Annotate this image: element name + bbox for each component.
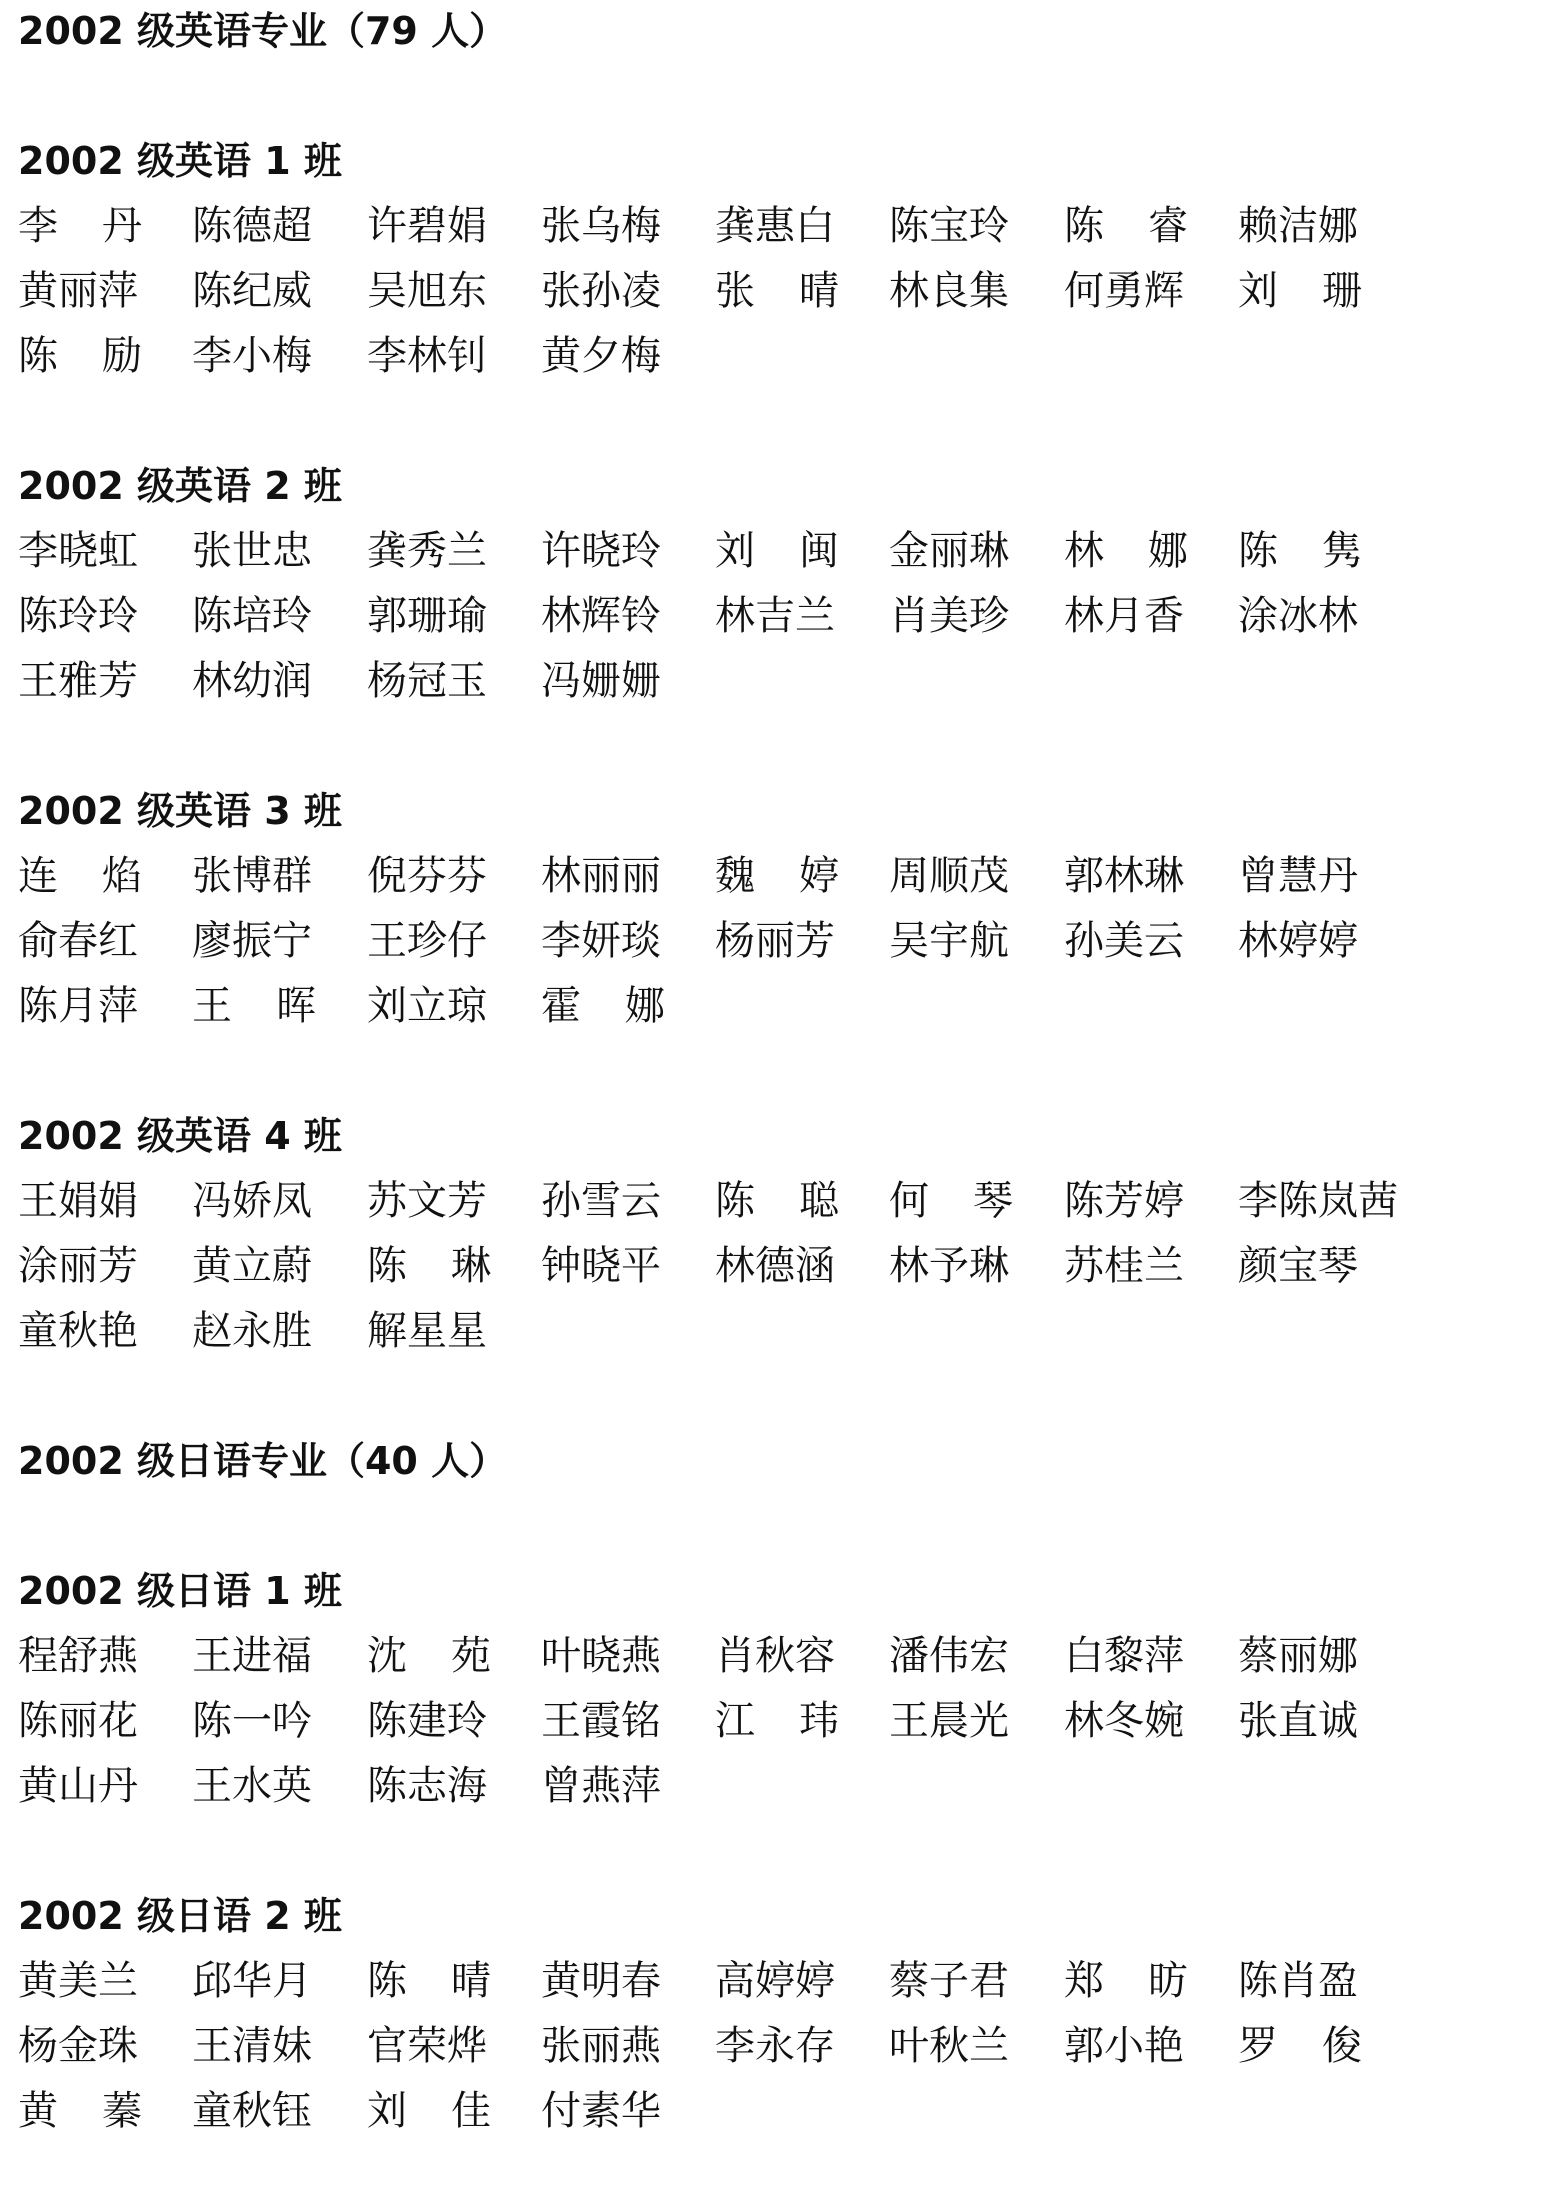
name-row (18, 1958, 1548, 2004)
name-row (18, 1178, 1548, 1224)
student-name: 陈志海 (367, 1763, 487, 1809)
student-name: 林辉铃 (541, 593, 661, 639)
student-name: 魏婷 (715, 853, 883, 899)
student-name: 潘伟宏 (889, 1633, 1009, 1679)
student-name: 李永存 (715, 2023, 835, 2069)
student-name: 黄蓁 (18, 2088, 186, 2134)
student-name: 连焰 (18, 853, 186, 899)
student-name: 邱华月 (192, 1958, 312, 2004)
student-name: 涂冰林 (1238, 593, 1358, 639)
name-row (18, 658, 1548, 704)
student-name: 王水英 (192, 1763, 312, 1809)
student-name: 杨丽芳 (715, 918, 835, 964)
student-name: 王清妹 (192, 2023, 312, 2069)
name-row (18, 2023, 1548, 2069)
student-name: 苏桂兰 (1064, 1243, 1184, 1289)
name-row (18, 918, 1548, 964)
name-row (18, 528, 1548, 574)
student-name: 李陈岚茜 (1238, 1178, 1398, 1224)
student-name: 陈德超 (192, 203, 312, 249)
student-name: 黄美兰 (18, 1958, 138, 2004)
student-name: 黄山丹 (18, 1763, 138, 1809)
student-name: 陈丽花 (18, 1698, 138, 1744)
student-name: 李丹 (18, 203, 186, 249)
name-row (18, 593, 1548, 639)
student-name: 林幼润 (192, 658, 312, 704)
student-name: 张晴 (715, 268, 883, 314)
student-name: 曾慧丹 (1238, 853, 1358, 899)
student-name: 陈励 (18, 333, 186, 379)
name-row (18, 333, 1548, 379)
student-name: 李妍琰 (541, 918, 661, 964)
student-name: 陈聪 (715, 1178, 883, 1224)
student-name: 刘佳 (367, 2088, 535, 2134)
student-name: 吴宇航 (889, 918, 1009, 964)
student-name: 陈月萍 (18, 983, 138, 1029)
student-name: 俞春红 (18, 918, 138, 964)
student-name: 王晨光 (889, 1698, 1009, 1744)
student-name: 苏文芳 (367, 1178, 487, 1224)
student-name: 涂丽芳 (18, 1243, 138, 1289)
student-name: 刘闽 (715, 528, 883, 574)
class-title: 2002 级日语 2 班 (18, 1894, 342, 1938)
student-name: 张孙凌 (541, 268, 661, 314)
student-name: 江玮 (715, 1698, 883, 1744)
major-heading: 2002 级日语专业（40 人） (18, 1439, 508, 1483)
student-name: 杨冠玉 (367, 658, 487, 704)
student-name: 许晓玲 (541, 528, 661, 574)
student-name: 陈睿 (1064, 203, 1232, 249)
student-name: 林良集 (889, 268, 1009, 314)
student-name: 陈培玲 (192, 593, 312, 639)
student-name: 冯娇凤 (192, 1178, 312, 1224)
student-name: 林吉兰 (715, 593, 835, 639)
student-name: 刘立琼 (367, 983, 487, 1029)
student-name: 王雅芳 (18, 658, 138, 704)
student-name: 陈肖盈 (1238, 1958, 1358, 2004)
student-name: 林月香 (1064, 593, 1184, 639)
name-row (18, 1763, 1548, 1809)
student-name: 周顺茂 (889, 853, 1009, 899)
student-name: 陈晴 (367, 1958, 535, 2004)
name-row (18, 983, 1548, 1029)
class-title: 2002 级英语 1 班 (18, 139, 342, 183)
student-name: 郑昉 (1064, 1958, 1232, 2004)
student-name: 白黎萍 (1064, 1633, 1184, 1679)
student-name: 李晓虹 (18, 528, 138, 574)
student-name: 陈琳 (367, 1243, 535, 1289)
student-name: 童秋钰 (192, 2088, 312, 2134)
student-name: 肖美珍 (889, 593, 1009, 639)
student-name: 叶晓燕 (541, 1633, 661, 1679)
student-name: 赖洁娜 (1238, 203, 1358, 249)
major-heading: 2002 级英语专业（79 人） (18, 9, 508, 53)
student-name: 王进福 (192, 1633, 312, 1679)
student-name: 张乌梅 (541, 203, 661, 249)
student-name: 王晖 (192, 983, 360, 1029)
name-row (18, 203, 1548, 249)
student-name: 陈芳婷 (1064, 1178, 1184, 1224)
student-name: 钟晓平 (541, 1243, 661, 1289)
student-name: 金丽琳 (889, 528, 1009, 574)
student-name: 陈宝玲 (889, 203, 1009, 249)
student-name: 冯姗姗 (541, 658, 661, 704)
student-name: 廖振宁 (192, 918, 312, 964)
student-name: 许碧娟 (367, 203, 487, 249)
student-name: 林冬婉 (1064, 1698, 1184, 1744)
student-name: 林娜 (1064, 528, 1232, 574)
student-name: 黄夕梅 (541, 333, 661, 379)
student-name: 解星星 (367, 1308, 487, 1354)
student-name: 林予琳 (889, 1243, 1009, 1289)
name-row (18, 1698, 1548, 1744)
student-name: 林婷婷 (1238, 918, 1358, 964)
student-name: 王珍仔 (367, 918, 487, 964)
student-name: 孙雪云 (541, 1178, 661, 1224)
student-name: 曾燕萍 (541, 1763, 661, 1809)
student-name: 罗俊 (1238, 2023, 1406, 2069)
student-name: 程舒燕 (18, 1633, 138, 1679)
student-name: 刘珊 (1238, 268, 1406, 314)
name-row (18, 1633, 1548, 1679)
student-name: 何琴 (889, 1178, 1057, 1224)
student-name: 张丽燕 (541, 2023, 661, 2069)
student-name: 高婷婷 (715, 1958, 835, 2004)
student-name: 蔡丽娜 (1238, 1633, 1358, 1679)
name-row (18, 853, 1548, 899)
name-row (18, 2088, 1548, 2134)
class-title: 2002 级英语 3 班 (18, 789, 342, 833)
student-name: 张博群 (192, 853, 312, 899)
student-name: 何勇辉 (1064, 268, 1184, 314)
student-name: 陈玲玲 (18, 593, 138, 639)
student-name: 张世忠 (192, 528, 312, 574)
student-name: 肖秋容 (715, 1633, 835, 1679)
student-name: 龚秀兰 (367, 528, 487, 574)
student-name: 陈建玲 (367, 1698, 487, 1744)
name-row (18, 1308, 1548, 1354)
student-name: 李小梅 (192, 333, 312, 379)
student-name: 沈苑 (367, 1633, 535, 1679)
student-name: 龚惠白 (715, 203, 835, 249)
student-name: 郭小艳 (1064, 2023, 1184, 2069)
student-name: 林丽丽 (541, 853, 661, 899)
student-name: 黄明春 (541, 1958, 661, 2004)
class-title: 2002 级英语 2 班 (18, 464, 342, 508)
student-name: 霍娜 (541, 983, 709, 1029)
student-name: 郭珊瑜 (367, 593, 487, 639)
student-name: 陈隽 (1238, 528, 1406, 574)
student-name: 陈一吟 (192, 1698, 312, 1744)
student-name: 王娟娟 (18, 1178, 138, 1224)
student-name: 黄丽萍 (18, 268, 138, 314)
student-name: 蔡子君 (889, 1958, 1009, 2004)
student-name: 王霞铭 (541, 1698, 661, 1744)
student-name: 张直诚 (1238, 1698, 1358, 1744)
student-name: 孙美云 (1064, 918, 1184, 964)
student-name: 颜宝琴 (1238, 1243, 1358, 1289)
student-name: 倪芬芬 (367, 853, 487, 899)
student-name: 赵永胜 (192, 1308, 312, 1354)
student-name: 杨金珠 (18, 2023, 138, 2069)
student-name: 吴旭东 (367, 268, 487, 314)
student-name: 叶秋兰 (889, 2023, 1009, 2069)
student-name: 童秋艳 (18, 1308, 138, 1354)
class-title: 2002 级日语 1 班 (18, 1569, 342, 1613)
class-title: 2002 级英语 4 班 (18, 1114, 342, 1158)
student-name: 付素华 (541, 2088, 661, 2134)
student-name: 李林钊 (367, 333, 487, 379)
student-name: 陈纪威 (192, 268, 312, 314)
student-name: 官荣烨 (367, 2023, 487, 2069)
name-row (18, 268, 1548, 314)
student-name: 林德涵 (715, 1243, 835, 1289)
student-name: 郭林琳 (1064, 853, 1184, 899)
student-name: 黄立蔚 (192, 1243, 312, 1289)
name-row (18, 1243, 1548, 1289)
